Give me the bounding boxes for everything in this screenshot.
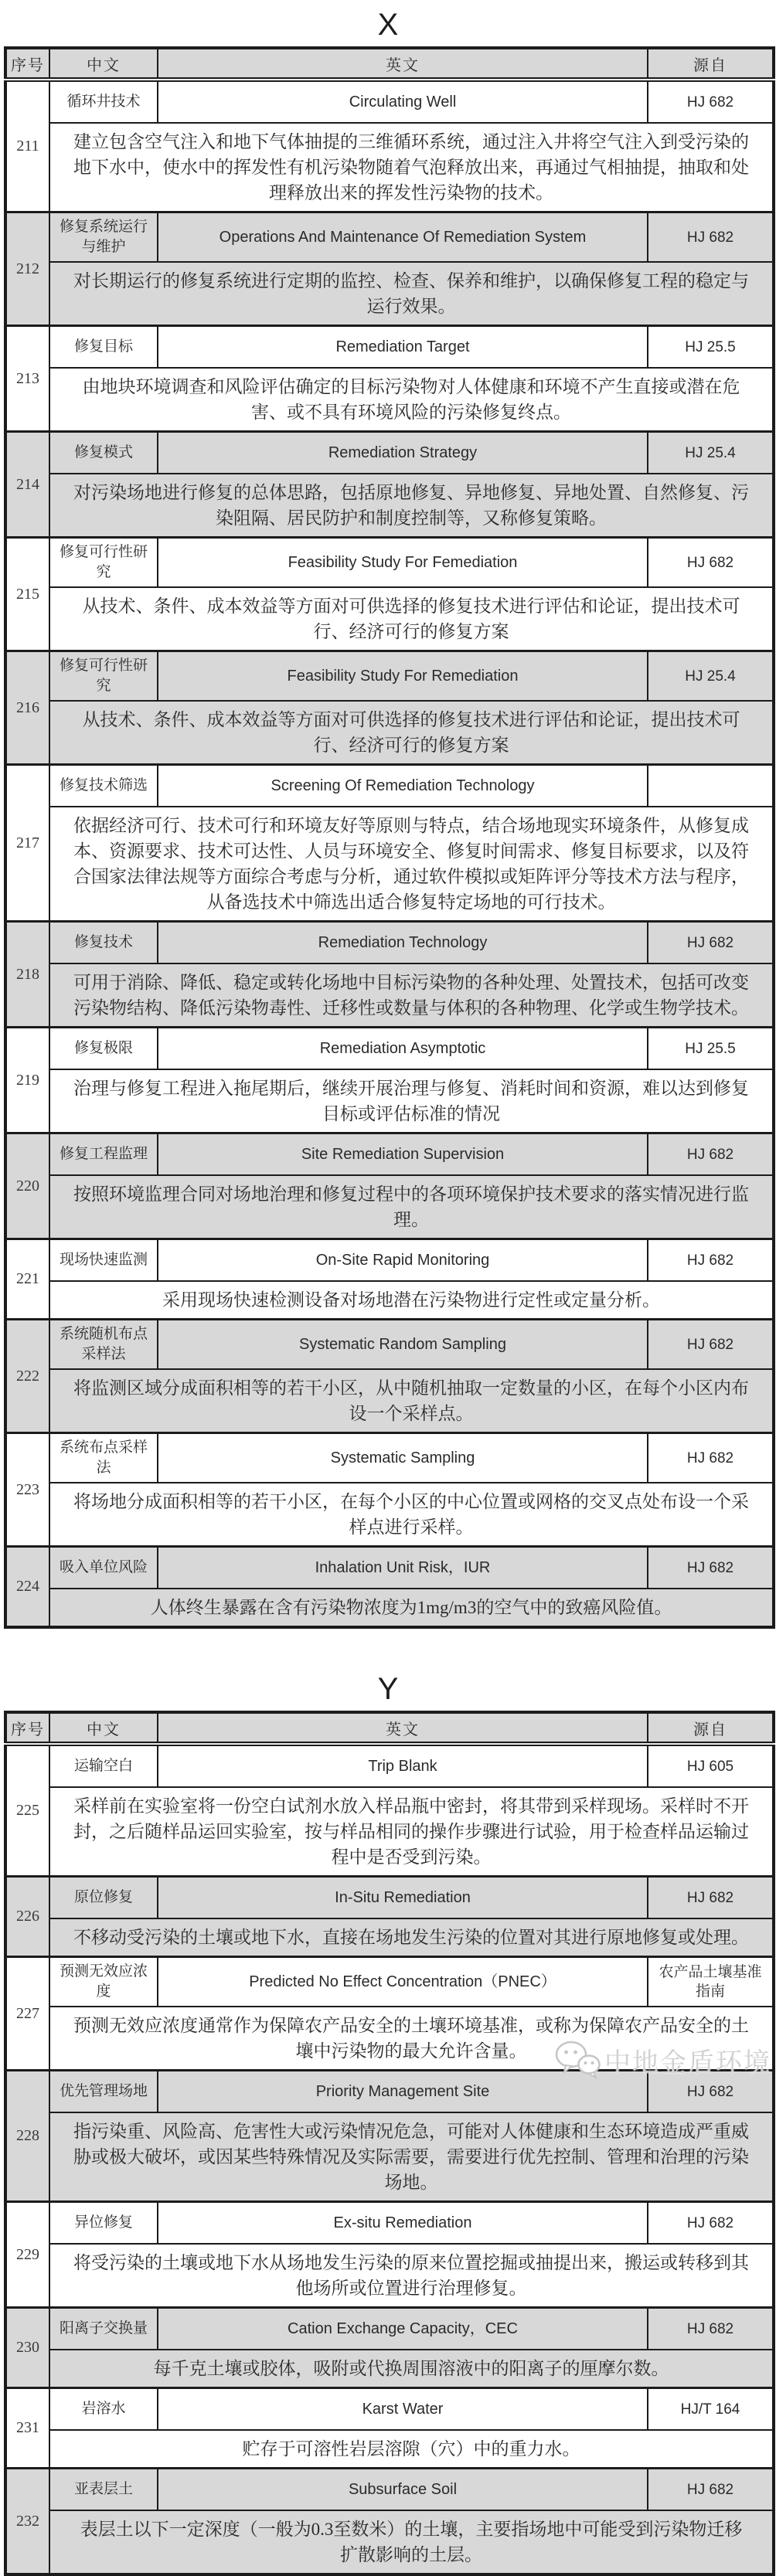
column-header-cn: 中文 [49, 1712, 158, 1744]
term-chinese: 亚表层土 [49, 2469, 158, 2511]
column-header-no: 序号 [5, 1712, 49, 1744]
definition-row [5, 1069, 774, 1133]
term-definition: 对长期运行的修复系统进行定期的监控、检查、保养和维护，以确保修复工程的稳定与运行效果。 [49, 262, 774, 326]
table-row [5, 212, 774, 263]
term-chinese: 系统布点采样法 [49, 1433, 158, 1483]
term-english: Ex-situ Remediation [158, 2202, 648, 2245]
term-definition: 采用现场快速检测设备对场地潜在污染物进行定性或定量分析。 [49, 1281, 774, 1320]
definition-row [5, 963, 774, 1028]
term-definition: 人体终生暴露在含有污染物浓度为1mg/m3的空气中的致癌风险值。 [49, 1589, 774, 1627]
term-definition: 对污染场地进行修复的总体思路，包括原地修复、异地修复、异地处置、自然修复、污染阻隔、居民防护和制度控制等，又称修复策略。 [49, 474, 774, 538]
table-header [5, 48, 774, 80]
row-number: 229 [5, 2202, 49, 2308]
term-source: HJ 25.4 [648, 651, 774, 702]
definition-row [5, 1787, 774, 1877]
term-definition: 每千克土壤或胶体，吸附或代换周围溶液中的阳离子的厘摩尔数。 [49, 2350, 774, 2388]
definition-row [5, 2430, 774, 2469]
row-number: 211 [5, 80, 49, 212]
term-definition: 采样前在实验室将一份空白试剂水放入样品瓶中密封，将其带到采样现场。采样时不开封，之后随样品运回实验室，按与样品相同的操作步骤进行试验，用于检查样品运输过程中是否受到污染。 [49, 1787, 774, 1877]
definition-row [5, 1369, 774, 1433]
term-chinese: 循环井技术 [49, 80, 158, 123]
term-english: Systematic Sampling [158, 1433, 648, 1483]
definition-row [5, 1281, 774, 1320]
term-english: Remediation Asymptotic [158, 1028, 648, 1070]
term-source: HJ 25.4 [648, 432, 774, 474]
term-chinese: 现场快速监测 [49, 1239, 158, 1282]
term-english: Circulating Well [158, 80, 648, 123]
term-english: Inhalation Unit Risk，IUR [158, 1547, 648, 1589]
term-source: HJ 682 [648, 1547, 774, 1589]
term-definition: 将受污染的土壤或地下水从场地发生污染的原来位置挖掘或抽提出来，搬运或转移到其他场所或位置进行治理修复。 [49, 2244, 774, 2308]
term-english: Site Remediation Supervision [158, 1133, 648, 1176]
term-source: HJ 682 [648, 1877, 774, 1919]
row-number: 228 [5, 2071, 49, 2202]
term-source: HJ 682 [648, 1239, 774, 1282]
term-definition: 将场地分成面积相等的若干小区，在每个小区的中心位置或网格的交叉点处布设一个采样点进行采样。 [49, 1483, 774, 1547]
table-row [5, 2202, 774, 2245]
term-english: Feasibility Study For Femediation [158, 538, 648, 588]
term-definition: 建立包含空气注入和地下气体抽提的三维循环系统，通过注入井将空气注入到受污染的地下水中，使水中的挥发性有机污染物随着气泡释放出来，再通过气相抽提，抽取和处理释放出来的挥发性污染物的技术。 [49, 123, 774, 212]
row-number: 215 [5, 538, 49, 651]
watermark-text: 中地金盾环境 [604, 2048, 771, 2078]
table-body [5, 80, 774, 1627]
term-english: Remediation Strategy [158, 432, 648, 474]
definition-row [5, 2244, 774, 2308]
definition-row [5, 262, 774, 326]
terminology-table [4, 1711, 775, 2576]
table-row [5, 922, 774, 964]
table-row [5, 765, 774, 807]
term-english: In-Situ Remediation [158, 1877, 648, 1919]
term-source: HJ 682 [648, 212, 774, 263]
term-english: Feasibility Study For Remediation [158, 651, 648, 702]
term-english: Cation Exchange Capacity，CEC [158, 2308, 648, 2350]
table-title: Y [377, 1672, 399, 1706]
definition-row [5, 2510, 774, 2574]
row-number: 231 [5, 2388, 49, 2469]
term-english: Remediation Technology [158, 922, 648, 964]
term-source: HJ 25.5 [648, 326, 774, 369]
term-english: Systematic Random Sampling [158, 1320, 648, 1370]
term-source: HJ 682 [648, 1433, 774, 1483]
term-source: HJ 682 [648, 2469, 774, 2511]
table-row [5, 1028, 774, 1070]
definition-row [5, 1589, 774, 1627]
term-definition: 可用于消除、降低、稳定或转化场地中目标污染物的各种处理、处置技术，包括可改变污染物结构、降低污染物毒性、迁移性或数量与体积的各种物理、化学或生物学技术。 [49, 963, 774, 1028]
definition-row [5, 807, 774, 922]
column-header-no: 序号 [5, 48, 49, 80]
definition-row [5, 368, 774, 432]
term-source: HJ/T 164 [648, 2388, 774, 2431]
header-row [5, 48, 774, 80]
term-source: HJ 682 [648, 2071, 774, 2113]
watermark [555, 2040, 771, 2080]
term-chinese: 修复可行性研究 [49, 538, 158, 588]
term-definition: 将监测区域分成面积相等的若干小区，从中随机抽取一定数量的小区，在每个小区内布设一个采样点。 [49, 1369, 774, 1433]
row-number: 226 [5, 1877, 49, 1957]
row-number: 214 [5, 432, 49, 538]
term-source: HJ 682 [648, 538, 774, 588]
term-source: 农产品土壤基准指南 [648, 1957, 774, 2007]
term-definition: 不移动受污染的土壤或地下水，直接在场地发生污染的位置对其进行原地修复或处理。 [49, 1918, 774, 1957]
row-number: 232 [5, 2469, 49, 2575]
term-chinese: 异位修复 [49, 2202, 158, 2245]
term-source: HJ 682 [648, 2202, 774, 2245]
table-body [5, 1744, 774, 2574]
tables-root [0, 8, 776, 2576]
row-number: 223 [5, 1433, 49, 1547]
row-number: 212 [5, 212, 49, 326]
column-header-en: 英文 [158, 1712, 648, 1744]
table-header [5, 1712, 774, 1744]
column-header-en: 英文 [158, 48, 648, 80]
term-english: Predicted No Effect Concentration（PNEC） [158, 1957, 648, 2007]
term-chinese: 修复模式 [49, 432, 158, 474]
term-definition: 预测无效应浓度通常作为保障农产品安全的土壤环境基准，或称为保障农产品安全的土壤中污染物的最大允许含量。 [49, 2007, 774, 2071]
term-definition: 指污染重、风险高、危害性大或污染情况危急，可能对人体健康和生态环境造成严重威胁或极大破坏，或因某些特殊情况及实际需要，需要进行优先控制、管理和治理的污染场地。 [49, 2112, 774, 2202]
term-source: HJ 605 [648, 1744, 774, 1787]
table-row [5, 2469, 774, 2511]
table-row [5, 2388, 774, 2431]
column-header-src: 源自 [648, 1712, 774, 1744]
table-title: X [377, 8, 399, 42]
term-source: HJ 682 [648, 922, 774, 964]
definition-row [5, 123, 774, 212]
term-chinese: 修复极限 [49, 1028, 158, 1070]
row-number: 222 [5, 1320, 49, 1433]
definition-row [5, 587, 774, 651]
row-number: 219 [5, 1028, 49, 1133]
table-row [5, 1877, 774, 1919]
table-row [5, 1239, 774, 1282]
row-number: 221 [5, 1239, 49, 1320]
term-chinese: 修复系统运行与维护 [49, 212, 158, 263]
table-row [5, 2308, 774, 2350]
header-row [5, 1712, 774, 1744]
term-chinese: 原位修复 [49, 1877, 158, 1919]
term-source [648, 765, 774, 807]
term-chinese: 预测无效应浓度 [49, 1957, 158, 2007]
table-row [5, 326, 774, 369]
column-header-cn: 中文 [49, 48, 158, 80]
table-row [5, 1133, 774, 1176]
term-chinese: 修复目标 [49, 326, 158, 369]
table-row [5, 80, 774, 123]
term-chinese: 系统随机布点采样法 [49, 1320, 158, 1370]
definition-row [5, 1918, 774, 1957]
definition-row [5, 2112, 774, 2202]
table-row [5, 1957, 774, 2007]
table-row [5, 1744, 774, 1787]
term-definition: 从技术、条件、成本效益等方面对可供选择的修复技术进行评估和论证，提出技术可行、经济可行的修复方案 [49, 701, 774, 765]
term-source: HJ 682 [648, 2308, 774, 2350]
term-source: HJ 682 [648, 1133, 774, 1176]
term-english: Remediation Target [158, 326, 648, 369]
term-source: HJ 25.5 [648, 1028, 774, 1070]
definition-row [5, 1483, 774, 1547]
term-english: Screening Of Remediation Technology [158, 765, 648, 807]
table-row [5, 1320, 774, 1370]
table-section [0, 8, 776, 1629]
term-chinese: 岩溶水 [49, 2388, 158, 2431]
term-english: On-Site Rapid Monitoring [158, 1239, 648, 1282]
row-number: 216 [5, 651, 49, 765]
term-english: Operations And Maintenance Of Remediation System [158, 212, 648, 263]
term-chinese: 优先管理场地 [49, 2071, 158, 2113]
term-definition: 按照环境监理合同对场地治理和修复过程中的各项环境保护技术要求的落实情况进行监理。 [49, 1175, 774, 1239]
term-chinese: 运输空白 [49, 1744, 158, 1787]
row-number: 230 [5, 2308, 49, 2388]
term-definition: 从技术、条件、成本效益等方面对可供选择的修复技术进行评估和论证，提出技术可行、经济可行的修复方案 [49, 587, 774, 651]
term-definition: 依据经济可行、技术可行和环境友好等原则与特点，结合场地现实环境条件，从修复成本、资源要求、技术可达性、人员与环境安全、修复时间需求、修复目标要求，以及符合国家法律法规等方面综合考虑与分析，通过软件模拟或矩阵评分等技术方法与程序，从备选技术中筛选出适合修复特定场地的可行技术。 [49, 807, 774, 922]
term-chinese: 修复可行性研究 [49, 651, 158, 702]
row-number: 217 [5, 765, 49, 922]
row-number: 224 [5, 1547, 49, 1628]
definition-row [5, 474, 774, 538]
term-definition: 表层土以下一定深度（一般为0.3至数米）的土壤，主要指场地中可能受到污染物迁移扩散影响的土层。 [49, 2510, 774, 2574]
definition-row [5, 2350, 774, 2388]
row-number: 213 [5, 326, 49, 432]
term-definition: 治理与修复工程进入拖尾期后，继续开展治理与修复、消耗时间和资源，难以达到修复目标或评估标准的情况 [49, 1069, 774, 1133]
term-english: Trip Blank [158, 1744, 648, 1787]
term-chinese: 阳离子交换量 [49, 2308, 158, 2350]
wechat-icon [555, 2040, 601, 2080]
term-english: Karst Water [158, 2388, 648, 2431]
term-definition: 由地块环境调查和风险评估确定的目标污染物对人体健康和环境不产生直接或潜在危害、或不具有环境风险的污染修复终点。 [49, 368, 774, 432]
term-chinese: 修复工程监理 [49, 1133, 158, 1176]
definition-row [5, 1175, 774, 1239]
term-english: Subsurface Soil [158, 2469, 648, 2511]
row-number: 225 [5, 1744, 49, 1877]
table-row [5, 1433, 774, 1483]
definition-row [5, 701, 774, 765]
table-section [0, 1672, 776, 2576]
term-chinese: 修复技术筛选 [49, 765, 158, 807]
table-row [5, 432, 774, 474]
table-row [5, 651, 774, 702]
table-row [5, 538, 774, 588]
column-header-src: 源自 [648, 48, 774, 80]
terminology-table [4, 46, 775, 1629]
term-english: Priority Management Site [158, 2071, 648, 2113]
term-chinese: 修复技术 [49, 922, 158, 964]
row-number: 227 [5, 1957, 49, 2071]
term-chinese: 吸入单位风险 [49, 1547, 158, 1589]
row-number: 218 [5, 922, 49, 1028]
row-number: 220 [5, 1133, 49, 1239]
term-definition: 贮存于可溶性岩层溶隙（穴）中的重力水。 [49, 2430, 774, 2469]
term-source: HJ 682 [648, 1320, 774, 1370]
table-row [5, 1547, 774, 1589]
term-source: HJ 682 [648, 80, 774, 123]
